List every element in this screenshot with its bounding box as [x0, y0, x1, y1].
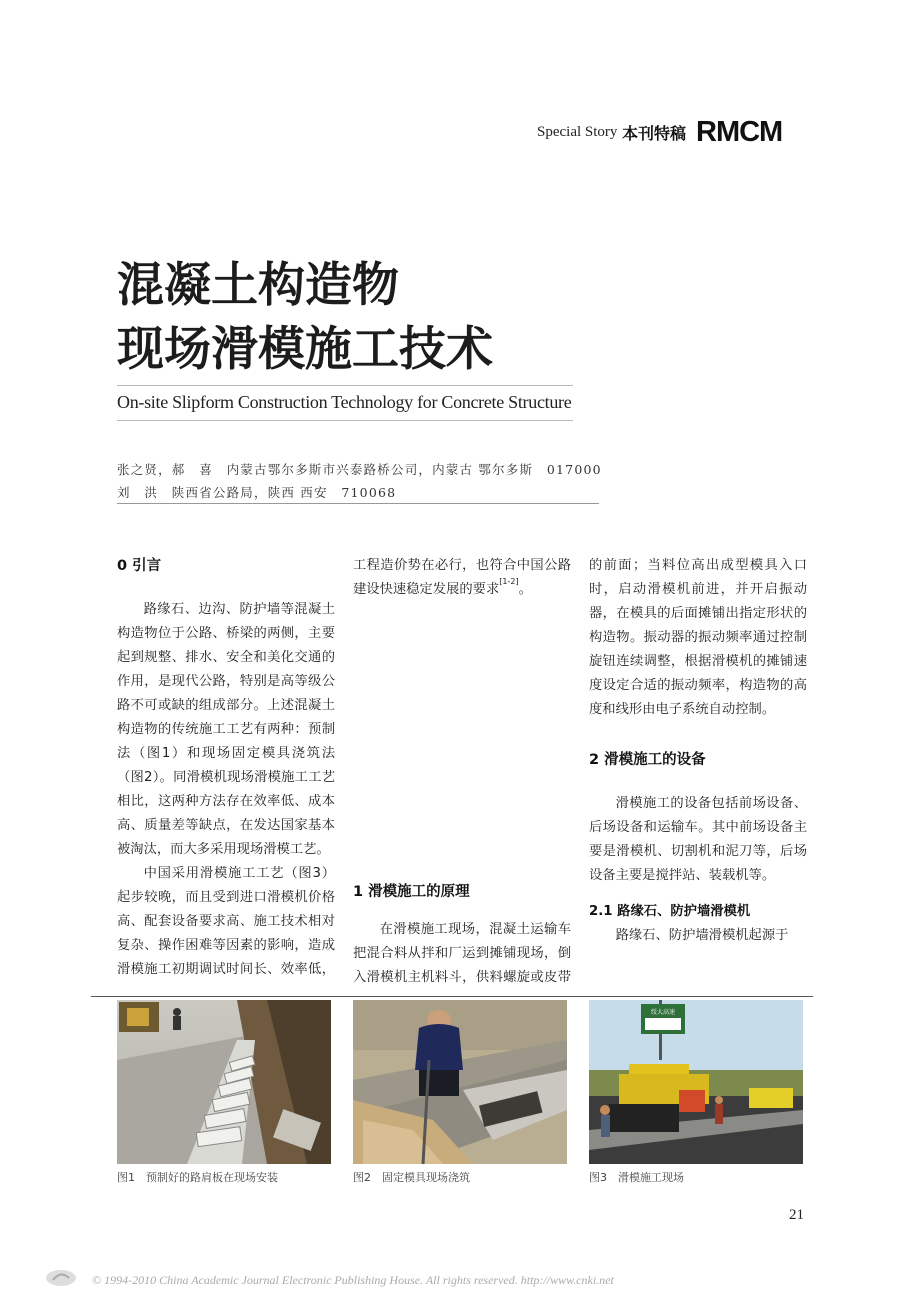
title-en-rule: [117, 420, 573, 421]
section-heading-intro: 0 引言: [117, 558, 162, 574]
paragraph-intro-1: 路缘石、边沟、防护墙等混凝土构造物位于公路、桥梁的两侧，主要起到规整、排水、安全和美化交通的作用，是现代公路，特别是高等级公路不可或缺的组成部分。上述混凝土构造物的传统施工工艺有两种：预制法（图1）和现场固定模具浇筑法（图2）。同滑模机现场滑模施工工艺相比，这两种方法存在效率低、成本高、质量差等缺点，在发达国家基本被淘汰，而大多采用现场滑模工艺。: [117, 602, 335, 857]
paragraph-2-1: 路缘石、防护墙滑模机起源于: [615, 928, 789, 943]
column-1: [117, 554, 335, 990]
article-title-english: On-site Slipform Construction Technology for Concrete Structure: [117, 392, 572, 412]
figure-3-caption: 图3 滑模施工现场: [589, 1171, 684, 1184]
page-number: 21: [789, 1207, 804, 1223]
section-heading-principle: 1 滑模施工的原理: [353, 884, 470, 900]
figure-1-caption: 图1 预制好的路肩板在现场安装: [117, 1171, 278, 1184]
paragraph-principle-continued: 的前面；当料位高出成型模具入口时，启动滑模机前进，并开启振动器，在模具的后面摊铺出指定形状的构造物。振动器的振动频率通过控制旋钮连续调整，根据滑模机的摊铺速度设定合适的振动频率，构造物的高度和线形由电子系统自动控制。: [589, 558, 807, 717]
citation-ref: [1-2]: [499, 577, 519, 586]
figure-2-caption: 图2 固定模具现场浇筑: [353, 1171, 470, 1184]
figure-2-image: [353, 1000, 567, 1164]
header-special-story: Special Story: [537, 124, 618, 140]
title-rule: [117, 385, 573, 386]
copyright-footer: © 1994-2010 China Academic Journal Electronic Publishing House. All rights reserved. http://www.cnki.net: [92, 1273, 614, 1287]
highway-sign-text: 绥大高速: [650, 1009, 676, 1016]
paragraph-intro-2-part1: 中国采用滑模施工工艺（图3）起步较晚，而且受到进口滑模机价格高、配套设备要求高、施工技术相对复杂、操作困难等因素的影响，造成滑模施工初期调试时间长、效率低，: [117, 866, 335, 977]
article-title-line1: 混凝土构造物: [117, 258, 399, 313]
figure-divider: [91, 996, 813, 997]
subsection-heading-2-1: 2.1 路缘石、防护墙滑模机: [589, 904, 751, 919]
article-title-line2: 现场滑模施工技术: [117, 322, 493, 377]
header-section-title: 本刊特稿: [622, 124, 687, 143]
author-line-1: 张之贤，郝 喜 内蒙古鄂尔多斯市兴泰路桥公司，内蒙古 鄂尔多斯 017000: [117, 462, 602, 477]
paragraph-equipment: 滑模施工的设备包括前场设备、后场设备和运输车。其中前场设备主要是滑模机、切割机和泥刀等，后场设备主要是搅拌站、装载机等。: [589, 796, 807, 883]
cnki-logo-icon: [44, 1268, 78, 1288]
author-rule: [117, 503, 599, 504]
paragraph-intro-2-continued: 工程造价势在必行，也符合中国公路建设快速稳定发展的要求[1-2]。: [353, 558, 571, 597]
section-heading-equipment: 2 滑模施工的设备: [589, 752, 706, 768]
journal-logo: RMCM: [696, 116, 783, 148]
figure-1-image: [117, 1000, 331, 1164]
column-2: [353, 554, 571, 990]
figure-3-image: [589, 1000, 803, 1164]
column-3: [589, 554, 807, 990]
author-line-2: 刘 洪 陕西省公路局，陕西 西安 710068: [117, 485, 397, 500]
paragraph-principle-part1: 在滑模施工现场，混凝土运输车把混合料从拌和厂运到摊铺现场，倒入滑模机主机料斗，供料螺旋或皮带: [353, 922, 571, 985]
